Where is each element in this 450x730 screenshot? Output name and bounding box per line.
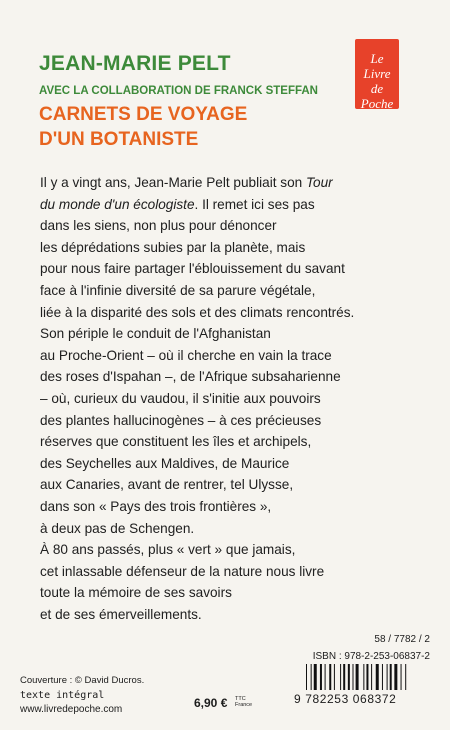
cover-credit: Couverture : © David Ducros. (20, 675, 145, 686)
blurb-line: aux Canaries, avant de rentrer, tel Ulysse, (40, 477, 294, 493)
blurb-line: les déprédations subies par la planète, mais (40, 239, 306, 255)
blurb-line: cet inlassable défenseur de la nature nous livre (40, 563, 325, 579)
book-title (39, 102, 247, 152)
blurb-line: pour nous faire partager l'éblouissement du savant (40, 261, 345, 277)
logo-text-de: de (370, 81, 384, 96)
logo-text-le: Le (370, 51, 384, 66)
barcode-number: 9 782253 068372 (294, 690, 438, 706)
price-tax-note (235, 696, 252, 708)
blurb-line: des roses d'Ispahan –, de l'Afrique subsaharienne (40, 369, 341, 385)
blurb-italic-part: du monde d'un écologiste (40, 196, 195, 212)
blurb-line: dans son « Pays des trois frontières », (40, 498, 272, 514)
price: 6,90 € (194, 696, 228, 710)
blurb-line: face à l'infinie diversité de sa parure végétale, (40, 282, 316, 298)
blurb-line: – où, curieux du vaudou, il s'initie aux pouvoirs (40, 390, 321, 406)
logo-text-livre: Livre (363, 66, 391, 81)
blurb-line: dans les siens, non plus pour dénoncer (40, 218, 277, 234)
blurb-line: Son périple le conduit de l'Afghanistan (40, 326, 271, 342)
blurb-italic-part: Tour (305, 175, 333, 190)
collaboration-line: AVEC LA COLLABORATION DE FRANCK STEFFAN (39, 85, 318, 97)
blurb-text (40, 172, 420, 625)
blurb-line: toute la mémoire de ses savoirs (40, 585, 232, 601)
blurb-line: au Proche-Orient – où il cherche en vain la trace (40, 347, 332, 363)
blurb-line: et de ses émerveillements. (40, 606, 202, 622)
blurb-line: à deux pas de Schengen. (40, 520, 195, 536)
title-line-2: D'UN BOTANISTE (39, 129, 199, 150)
blurb-line: réserves que constituent les îles et archipels, (40, 434, 312, 450)
author-name: JEAN-MARIE PELT (39, 52, 231, 75)
blurb-line: liée à la disparité des sols et des climats rencontrés. (40, 304, 355, 320)
blurb-line: des Seychelles aux Maldives, de Maurice (40, 455, 290, 471)
blurb-line (40, 172, 420, 194)
blurb-text-part: Il y a vingt ans, Jean-Marie Pelt publiait son (40, 175, 306, 190)
blurb-line: À 80 ans passés, plus « vert » que jamais, (40, 542, 296, 558)
title-line-1: CARNETS DE VOYAGE (39, 104, 248, 125)
isbn-number: ISBN : 978-2-253-06837-2 (312, 651, 430, 662)
country-label: France (235, 702, 253, 708)
blurb-text-part: . Il remet ici ses pas (194, 196, 315, 212)
integral-text-note: texte intégral (20, 690, 105, 701)
blurb-line (40, 194, 420, 216)
publisher-website[interactable]: www.livredepoche.com (20, 704, 123, 715)
catalog-code: 58 / 7782 / 2 (374, 634, 430, 645)
ttc-label: TTC (235, 696, 246, 702)
blurb-line: des plantes hallucinogènes – à ces précieuses (40, 412, 322, 428)
logo-text-poche: Poche (360, 96, 394, 111)
livre-de-poche-logo (355, 39, 399, 109)
